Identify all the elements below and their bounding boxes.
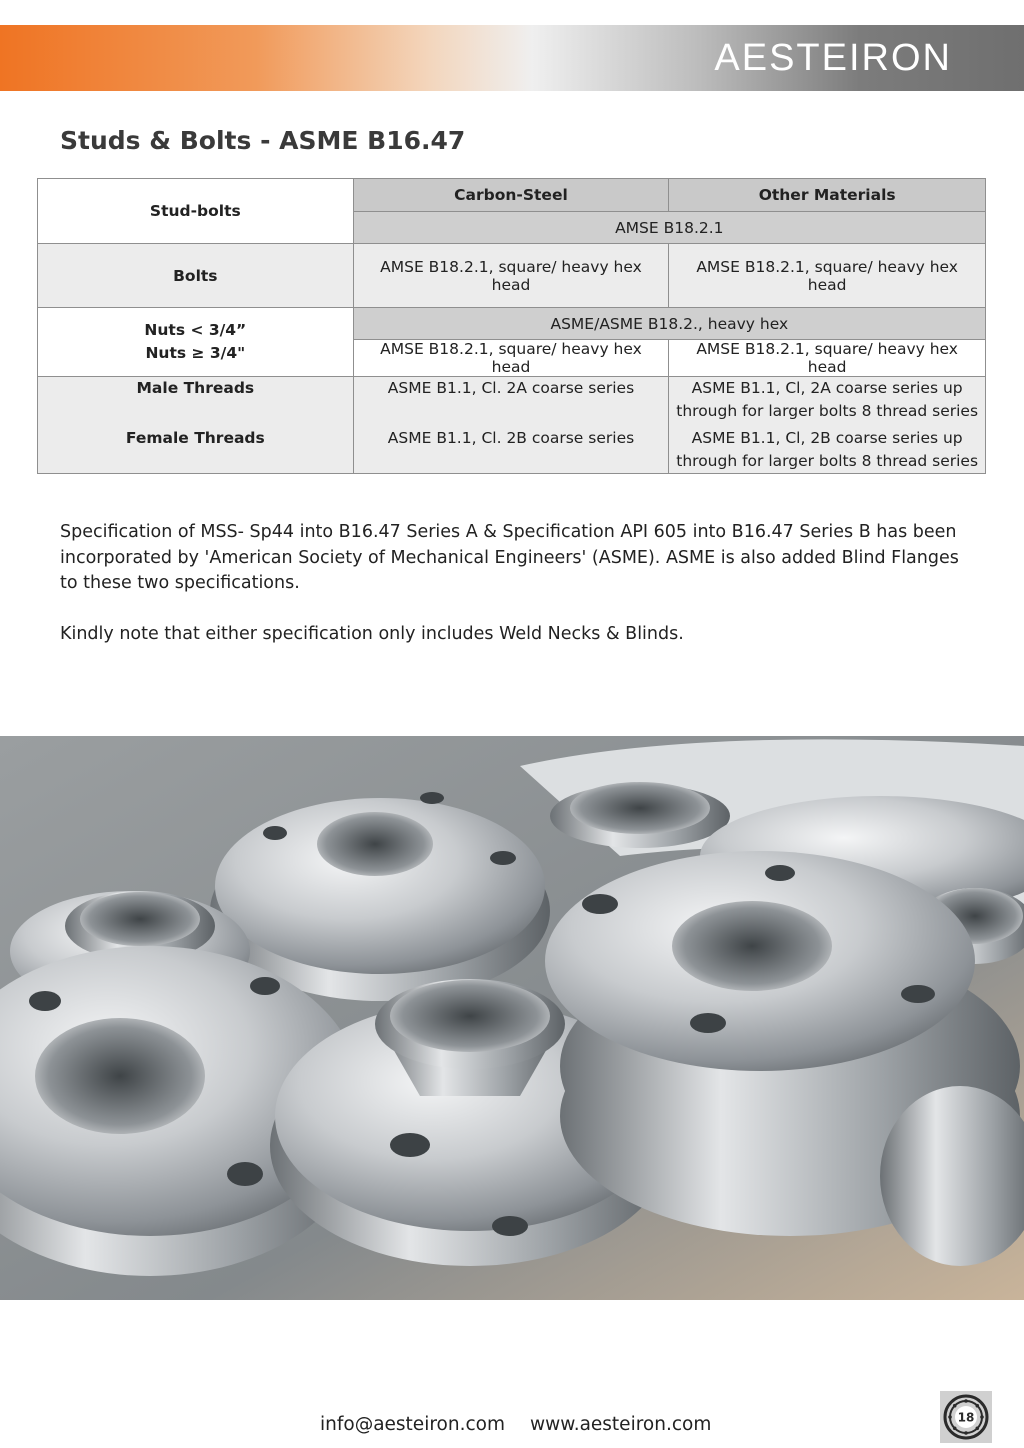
col-header-other: Other Materials — [669, 179, 986, 212]
male-threads-other-1: ASME B1.1, Cl, 2A coarse series up — [691, 379, 963, 397]
footer-website[interactable]: www.aesteiron.com — [530, 1414, 712, 1435]
nuts-label — [38, 308, 354, 377]
female-threads-other-2: through for larger bolts 8 thread series — [676, 452, 979, 470]
paragraph-specification: Specification of MSS- Sp44 into B16.47 Series A & Specification API 605 into B16.47 Series B has been incorporated by 'American Society of Mechanical Engineers' (ASME). ASME is also added Blind Flanges to these two specifications. — [60, 522, 959, 593]
page-number: 18 — [957, 1410, 975, 1425]
paragraph-note: Kindly note that either specification only includes Weld Necks & Blinds. — [60, 624, 684, 644]
table-row — [38, 308, 986, 340]
female-threads-label: Female Threads — [125, 429, 265, 447]
flanges-photo — [0, 736, 1024, 1300]
table-row — [38, 377, 986, 474]
male-threads-label: Male Threads — [136, 379, 255, 397]
page-title: Studs & Bolts - ASME B16.47 — [60, 126, 466, 155]
male-threads-carbon: ASME B1.1, Cl. 2A coarse series — [387, 379, 635, 397]
threads-other — [669, 377, 986, 474]
table-row — [38, 244, 986, 308]
nuts-small-value: ASME/ASME B18.2., heavy hex — [353, 308, 985, 340]
threads-label — [38, 377, 354, 474]
nuts-large-other: AMSE B18.2.1, square/ heavy hex head — [669, 340, 986, 377]
col-header-carbon: Carbon-Steel — [353, 179, 669, 212]
female-threads-carbon: ASME B1.1, Cl. 2B coarse series — [387, 429, 635, 447]
nuts-large-label: Nuts ≥ 3/4" — [145, 344, 246, 362]
bolts-label: Bolts — [38, 244, 354, 308]
spec-table — [37, 178, 986, 474]
header-band — [0, 25, 1024, 91]
brand-logo: AESTEIRON — [714, 37, 952, 79]
stud-bolts-label: Stud-bolts — [38, 179, 354, 244]
female-threads-other-1: ASME B1.1, Cl, 2B coarse series up — [691, 429, 963, 447]
stud-bolts-value: AMSE B18.2.1 — [353, 212, 985, 244]
threads-carbon — [353, 377, 669, 474]
male-threads-other-2: through for larger bolts 8 thread series — [676, 402, 979, 420]
footer-email[interactable]: info@aesteiron.com — [320, 1414, 505, 1435]
bolts-carbon: AMSE B18.2.1, square/ heavy hex head — [353, 244, 669, 308]
page-number-badge — [940, 1391, 992, 1443]
table-row — [38, 179, 986, 212]
nuts-large-carbon: AMSE B18.2.1, square/ heavy hex head — [353, 340, 669, 377]
nuts-small-label: Nuts < 3/4” — [144, 321, 247, 339]
bolts-other: AMSE B18.2.1, square/ heavy hex head — [669, 244, 986, 308]
